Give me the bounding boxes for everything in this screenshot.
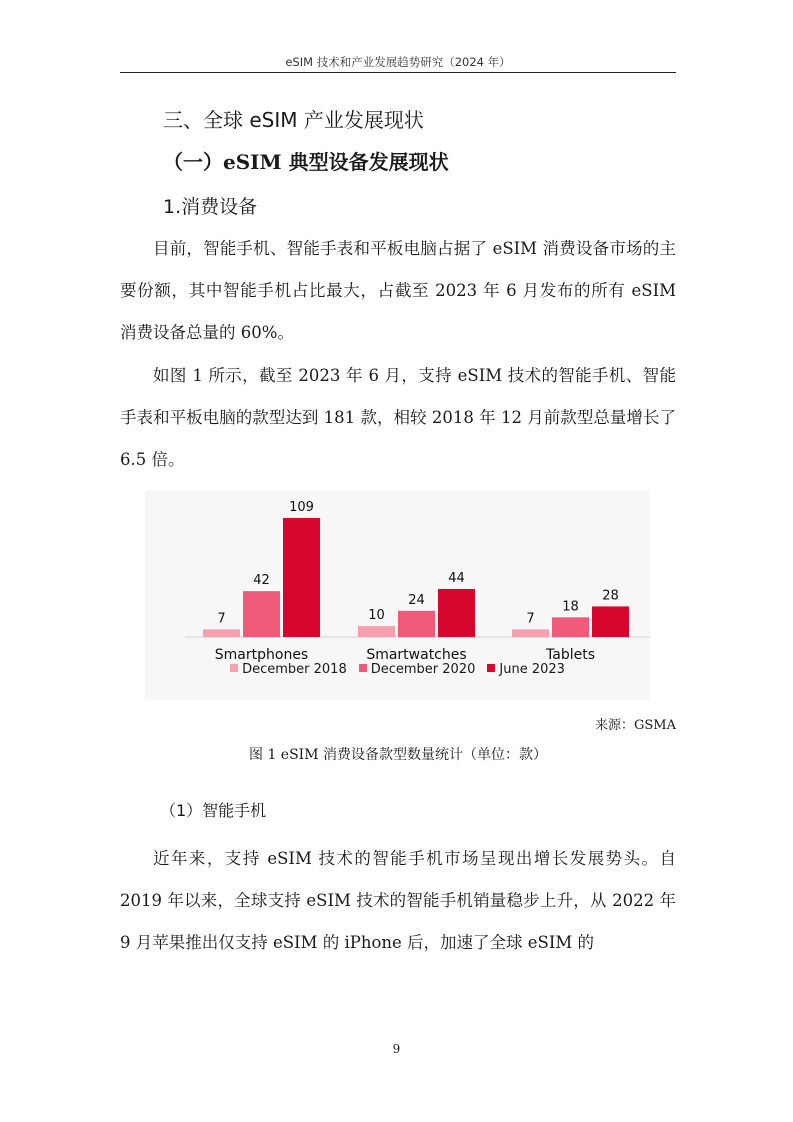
running-header: eSIM 技术和产业发展趋势研究（2024 年） bbox=[285, 55, 511, 69]
data-label: 7 bbox=[217, 611, 226, 627]
subheading-smartphones: （1）智能手机 bbox=[160, 801, 267, 820]
legend-label: December 2020 bbox=[370, 662, 476, 677]
data-label: 24 bbox=[408, 592, 425, 608]
paragraph-1: 目前，智能手机、智能手表和平板电脑占据了 eSIM 消费设备市场的主要份额，其中智能手机占比最大，占截至 2023 年 6 月发布的所有 eSIM 消费设备总量的 60%。 bbox=[120, 239, 676, 342]
category-label: Smartphones bbox=[214, 647, 309, 662]
bar-smartwatches-1 bbox=[398, 611, 435, 637]
bar-tablets-2 bbox=[592, 606, 629, 637]
bar-tablets-1 bbox=[552, 617, 589, 637]
category-label: Smartwatches bbox=[366, 647, 467, 662]
data-label: 10 bbox=[368, 608, 385, 624]
subsection-title: （一）eSIM 典型设备发展现状 bbox=[163, 150, 449, 174]
data-label: 7 bbox=[526, 611, 535, 627]
legend-swatch bbox=[487, 664, 495, 672]
bar-smartwatches-0 bbox=[358, 626, 395, 637]
data-label: 109 bbox=[289, 500, 314, 515]
data-label: 18 bbox=[562, 599, 579, 615]
chart-svg bbox=[145, 490, 650, 662]
figure-caption: 图 1 eSIM 消费设备款型数量统计（单位：款） bbox=[249, 747, 547, 763]
bar-smartphones-0 bbox=[203, 629, 240, 637]
section-title: 三、全球 eSIM 产业发展现状 bbox=[163, 108, 424, 132]
data-label: 44 bbox=[448, 570, 465, 586]
paragraph-3: 近年来，支持 eSIM 技术的智能手机市场呈现出增长发展势头。自 2019 年以来，全球支持 eSIM 技术的智能手机销量稳步上升，从 2022 年 9 月苹果推出仅支持 eSIM 的 iPhone 后，加速了全球 eSIM 的 bbox=[120, 849, 676, 952]
chart-legend bbox=[145, 662, 650, 677]
data-label: 42 bbox=[253, 573, 270, 589]
header-rule bbox=[120, 72, 676, 73]
legend-label: June 2023 bbox=[499, 662, 565, 677]
category-label: Tablets bbox=[546, 647, 595, 662]
data-label: 28 bbox=[602, 588, 619, 604]
legend-item bbox=[359, 662, 476, 677]
legend-item bbox=[230, 662, 347, 677]
bar-smartphones-2 bbox=[283, 518, 320, 637]
legend-swatch bbox=[230, 664, 238, 672]
subsubsection-title: 1.消费设备 bbox=[163, 196, 258, 218]
figure-source: 来源：GSMA bbox=[595, 718, 676, 733]
legend-item bbox=[487, 662, 565, 677]
bar-smartphones-1 bbox=[243, 591, 280, 637]
page-number: 9 bbox=[392, 1042, 401, 1056]
bar-chart bbox=[145, 490, 650, 700]
bar-smartwatches-2 bbox=[438, 589, 475, 637]
legend-swatch bbox=[359, 664, 367, 672]
paragraph-2: 如图 1 所示，截至 2023 年 6 月，支持 eSIM 技术的智能手机、智能手表和平板电脑的款型达到 181 款，相较 2018 年 12 月前款型总量增长了 6.5 倍。 bbox=[120, 366, 676, 469]
legend-label: December 2018 bbox=[242, 662, 347, 677]
bar-tablets-0 bbox=[512, 629, 549, 637]
